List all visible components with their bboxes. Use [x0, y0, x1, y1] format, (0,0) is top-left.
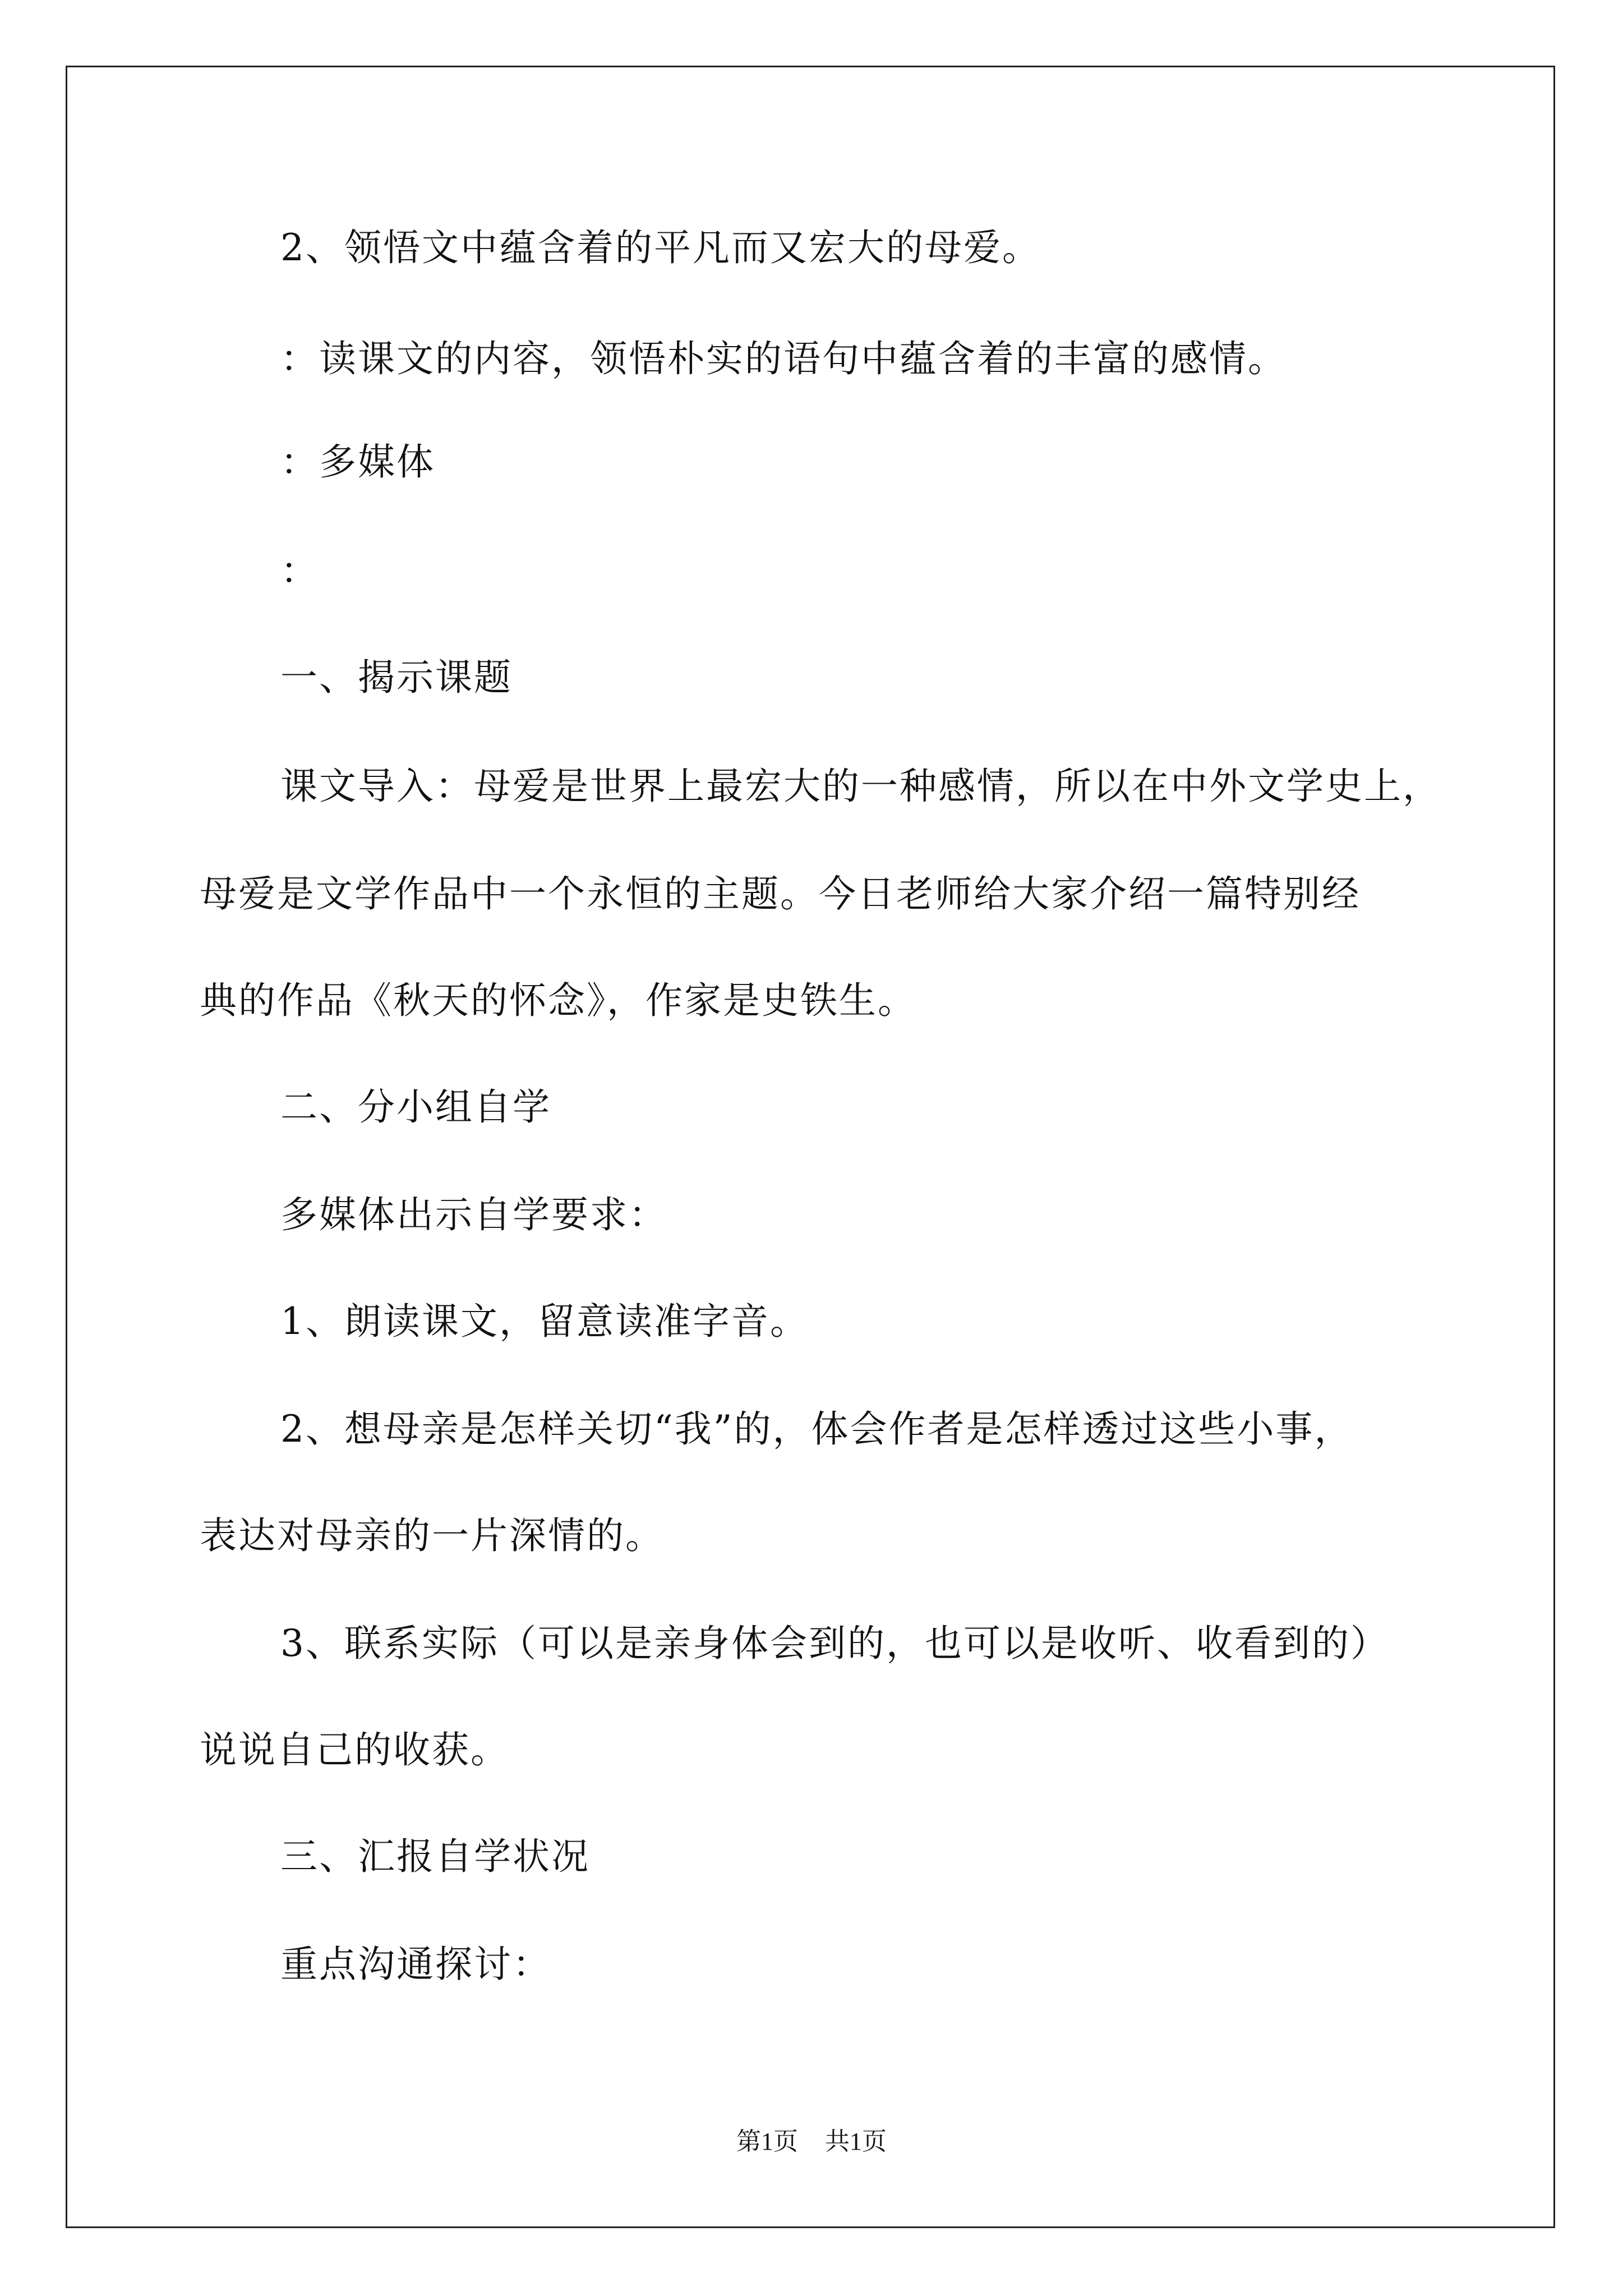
- paragraph-line: 重点沟通探讨：: [280, 1943, 551, 1986]
- paragraph-line: 母爱是文学作品中一个永恒的主题。今日老师给大家介绍一篇特别经: [200, 872, 1361, 915]
- page-number: 第1页: [736, 2128, 798, 2155]
- page-footer: [0, 2125, 1623, 2159]
- paragraph-line: 2、领悟文中蕴含着的平凡而又宏大的母爱。: [280, 226, 1041, 269]
- section-heading: 一、揭示课题: [280, 656, 513, 699]
- list-item: 1、朗读课文，留意读准字音。: [280, 1300, 809, 1343]
- page-total: 共1页: [825, 2128, 887, 2155]
- section-heading: 三、汇报自学状况: [280, 1835, 590, 1878]
- paragraph-line: 典的作品《秋天的怀念》，作家是史铁生。: [200, 979, 916, 1022]
- paragraph-line: ：: [280, 549, 319, 592]
- page-border: [66, 66, 1555, 2228]
- list-item: 2、想母亲是怎样关切“我”的，体会作者是怎样透过这些小事，: [280, 1407, 1353, 1451]
- paragraph-line: ：读课文的内容，领悟朴实的语句中蕴含着的丰富的感情。: [280, 337, 1287, 380]
- paragraph-line: ：多媒体: [280, 440, 435, 484]
- paragraph-line: 表达对母亲的一片深情的。: [200, 1514, 664, 1557]
- section-heading: 二、分小组自学: [280, 1085, 551, 1129]
- paragraph-line: 说说自己的收获。: [200, 1728, 509, 1772]
- paragraph-line: 多媒体出示自学要求：: [280, 1193, 667, 1236]
- paragraph-line: 课文导入：母爱是世界上最宏大的一种感情，所以在中外文学史上，: [280, 765, 1441, 808]
- list-item: 3、联系实际（可以是亲身体会到的，也可以是收听、收看到的）: [280, 1622, 1389, 1665]
